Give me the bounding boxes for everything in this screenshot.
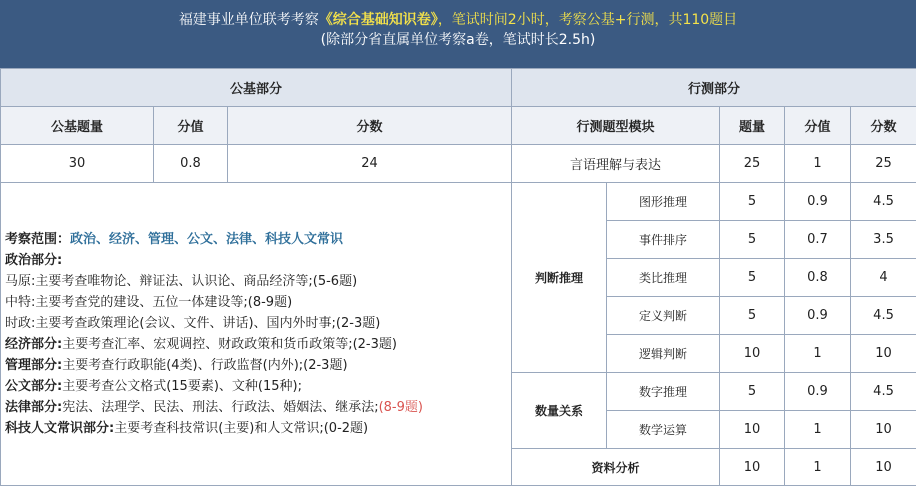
scope-line-value: 主要考查党的建设、五位一体建设等;(8-9题) <box>35 295 292 310</box>
gongji-count: 30 <box>1 145 154 183</box>
banner-line-2: (除部分省直属单位考察a卷，笔试时长2.5h) <box>0 30 916 50</box>
panduan-count: 5 <box>720 221 785 259</box>
ziliao-count: 10 <box>720 449 785 486</box>
panduan-value: 0.7 <box>785 221 851 259</box>
panduan-sub-module: 逻辑判断 <box>607 335 720 373</box>
panduan-score: 10 <box>851 335 916 373</box>
panduan-value: 1 <box>785 335 851 373</box>
panduan-count: 5 <box>720 183 785 221</box>
panduan-score: 4.5 <box>851 183 916 221</box>
scope-line-value: 主要考查汇率、宏观调控、财政政策和货币政策等;(2-3题) <box>62 337 397 352</box>
scope-line <box>5 418 507 439</box>
gongji-value-header: 分值 <box>154 107 228 145</box>
scope-line-key: 经济部分: <box>5 337 62 352</box>
panduan-value: 0.8 <box>785 259 851 297</box>
shuliang-sub-module: 数学运算 <box>607 411 720 449</box>
panduan-sub-module: 类比推理 <box>607 259 720 297</box>
scope-line-key: 法律部分: <box>5 400 62 415</box>
panduan-count: 5 <box>720 259 785 297</box>
ziliao-module: 资料分析 <box>512 449 720 486</box>
scope-line <box>5 271 507 292</box>
scope-line-key: 公文部分: <box>5 379 62 394</box>
panduan-sub-module: 定义判断 <box>607 297 720 335</box>
panduan-value: 0.9 <box>785 297 851 335</box>
scope-line <box>5 397 507 418</box>
scope-line-value: 主要考查科技常识(主要)和人文常识;(0-2题) <box>114 421 368 436</box>
shuliang-score: 4.5 <box>851 373 916 411</box>
scope-line-key: 时政: <box>5 316 35 331</box>
panduan-score: 3.5 <box>851 221 916 259</box>
panduan-score: 4.5 <box>851 297 916 335</box>
scope-line-highlight: (8-9题) <box>379 400 423 415</box>
scope-line-value: 主要考查政策理论(会议、文件、讲话)、国内外时事;(2-3题) <box>35 316 380 331</box>
yanyu-module: 言语理解与表达 <box>512 145 720 183</box>
panduan-value: 0.9 <box>785 183 851 221</box>
panduan-group-label: 判断推理 <box>512 183 607 373</box>
xingce-count-header: 题量 <box>720 107 785 145</box>
scope-line-key: 管理部分: <box>5 358 62 373</box>
scope-title-line <box>5 229 507 250</box>
scope-line-value: 宪法、法理学、民法、刑法、行政法、婚姻法、继承法; <box>62 400 378 415</box>
scope-description <box>1 183 512 486</box>
yanyu-count: 25 <box>720 145 785 183</box>
banner-text-c: ，笔试时间2小时，考察公基+行测，共110题目 <box>438 12 737 28</box>
shuliang-count: 10 <box>720 411 785 449</box>
shuliang-score: 10 <box>851 411 916 449</box>
yanyu-score: 25 <box>851 145 916 183</box>
scope-line <box>5 334 507 355</box>
exam-structure-table <box>0 68 916 486</box>
scope-line <box>5 292 507 313</box>
banner-text-a: 福建事业单位联考考察 <box>179 12 319 28</box>
scope-title-value: 政治、经济、管理、公文、法律、科技人文常识 <box>70 232 343 247</box>
banner-exam-name: 《综合基础知识卷》 <box>319 12 438 28</box>
shuliang-count: 5 <box>720 373 785 411</box>
scope-title-key: 考察范围： <box>5 232 70 247</box>
xingce-score-header: 分数 <box>851 107 916 145</box>
panduan-count: 5 <box>720 297 785 335</box>
scope-line <box>5 250 507 271</box>
panduan-sub-module: 图形推理 <box>607 183 720 221</box>
scope-line-key: 科技人文常识部分: <box>5 421 114 436</box>
shuliang-sub-module: 数字推理 <box>607 373 720 411</box>
scope-line-key: 中特: <box>5 295 35 310</box>
scope-line-key: 马原: <box>5 274 35 289</box>
xingce-value-header: 分值 <box>785 107 851 145</box>
panduan-sub-module: 事件排序 <box>607 221 720 259</box>
shuliang-group-label: 数量关系 <box>512 373 607 449</box>
panduan-score: 4 <box>851 259 916 297</box>
gongji-section-title: 公基部分 <box>1 69 512 107</box>
xingce-module-header: 行测题型模块 <box>512 107 720 145</box>
panduan-count: 10 <box>720 335 785 373</box>
banner-line-1 <box>0 10 916 30</box>
scope-line-value: 主要考查公文格式(15要素)、文种(15种); <box>62 379 302 394</box>
scope-line-key: 政治部分: <box>5 253 62 268</box>
xingce-section-title: 行测部分 <box>512 69 916 107</box>
gongji-score-header: 分数 <box>228 107 512 145</box>
header-banner <box>0 0 916 68</box>
gongji-value: 0.8 <box>154 145 228 183</box>
yanyu-value: 1 <box>785 145 851 183</box>
scope-line <box>5 313 507 334</box>
shuliang-value: 0.9 <box>785 373 851 411</box>
gongji-count-header: 公基题量 <box>1 107 154 145</box>
ziliao-score: 10 <box>851 449 916 486</box>
gongji-score: 24 <box>228 145 512 183</box>
scope-line <box>5 355 507 376</box>
ziliao-value: 1 <box>785 449 851 486</box>
shuliang-value: 1 <box>785 411 851 449</box>
scope-line-value: 主要考查行政职能(4类)、行政监督(内外);(2-3题) <box>62 358 347 373</box>
scope-line-value: 主要考查唯物论、辩证法、认识论、商品经济等;(5-6题) <box>35 274 357 289</box>
scope-line <box>5 376 507 397</box>
